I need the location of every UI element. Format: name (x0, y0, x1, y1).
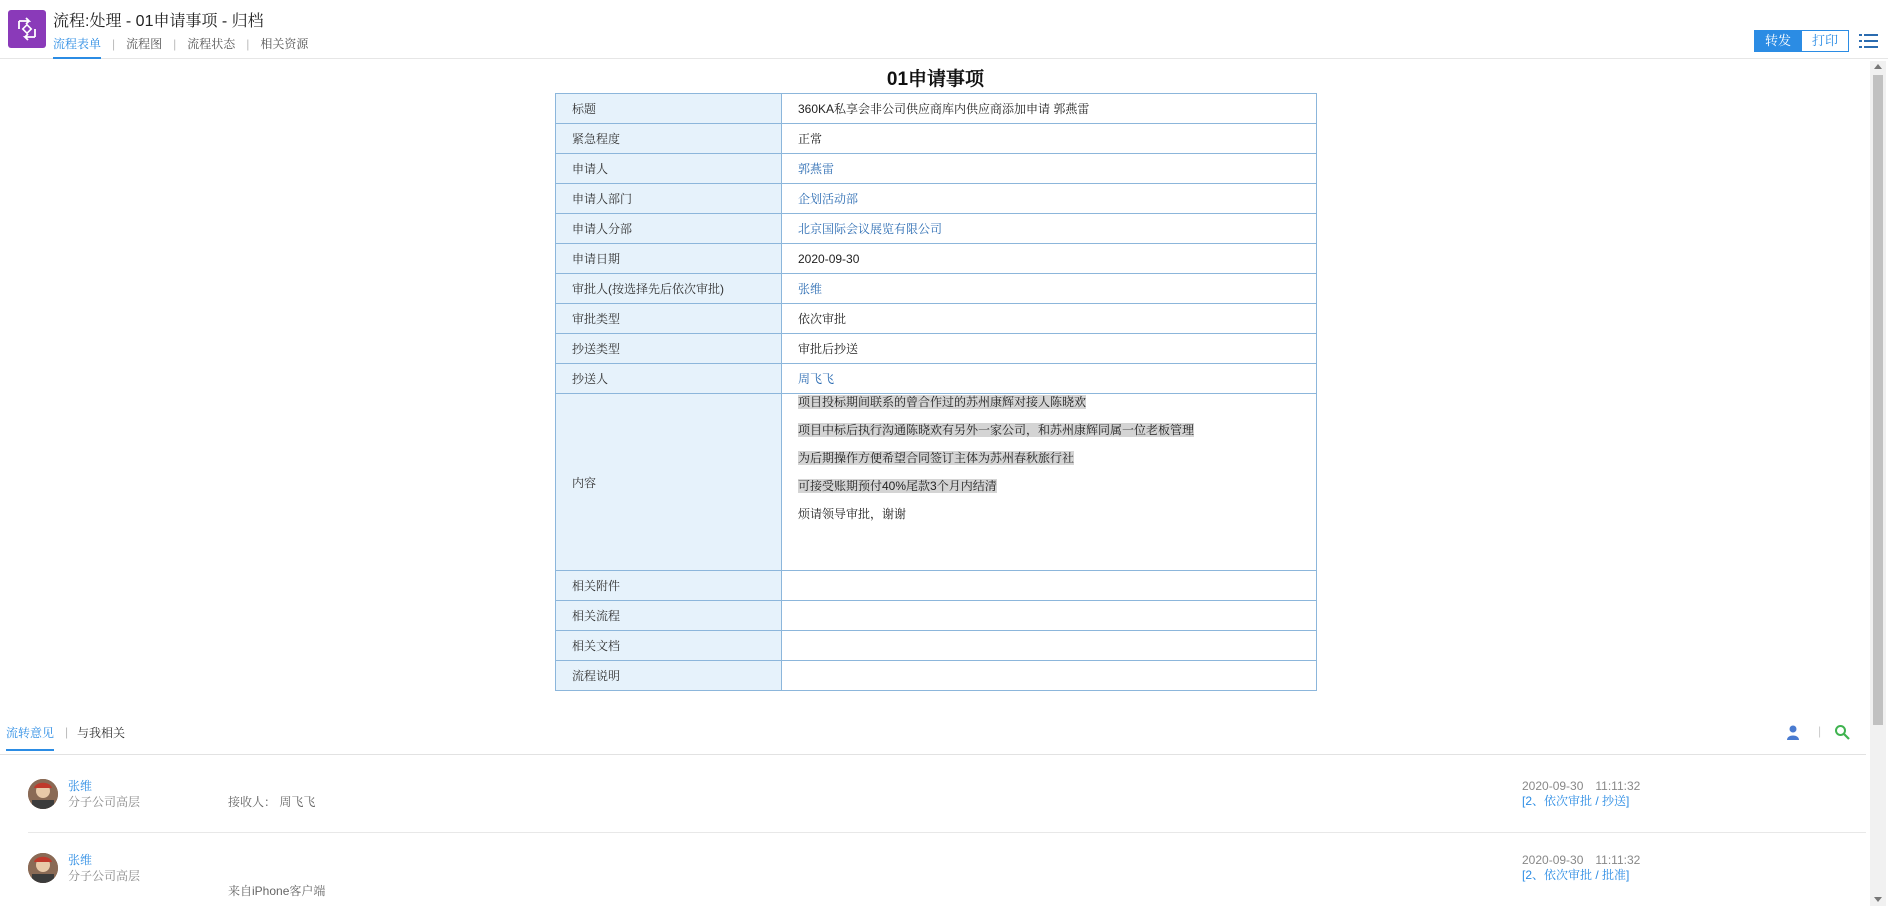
field-label: 申请人分部 (556, 214, 782, 244)
avatar[interactable] (28, 853, 58, 883)
department-link[interactable]: 企划活动部 (782, 184, 1317, 214)
content-line: 项目投标期间联系的曾合作过的苏州康辉对接人陈晓欢 (798, 395, 1087, 409)
workflow-app-icon (8, 10, 46, 48)
form-row-date (556, 244, 1317, 274)
comment-datetime: 2020-09-30 11:11:32 (1522, 779, 1641, 793)
field-value-date: 2020-09-30 (782, 244, 1317, 274)
field-label: 相关流程 (556, 601, 782, 631)
cc-person-link[interactable]: 周飞飞 (782, 364, 1317, 394)
comment-tabs-bar (0, 722, 1866, 755)
tab-flowchart[interactable]: 流程图 (126, 37, 163, 51)
tab-separator: | (65, 725, 69, 739)
form-row-urgency (556, 124, 1317, 154)
request-form-table (555, 93, 1317, 691)
comment-entry (28, 760, 1866, 833)
person-filter-icon[interactable] (1785, 724, 1801, 743)
commenter-role: 分子公司高层 (68, 795, 141, 809)
form-row-cc-person (556, 364, 1317, 394)
form-row-branch (556, 214, 1317, 244)
tab-separator: | (112, 36, 116, 51)
field-label: 标题 (556, 94, 782, 124)
field-label: 审批类型 (556, 304, 782, 334)
content-line: 可接受账期预付40%尾款3个月内结清 (798, 479, 997, 493)
related-flows-field[interactable] (782, 601, 1317, 631)
form-row-attachments (556, 571, 1317, 601)
form-nav-tabs (53, 35, 308, 52)
branch-link[interactable]: 北京国际会议展览有限公司 (782, 214, 1317, 244)
field-value-approval-type: 依次审批 (782, 304, 1317, 334)
field-value-cc-type: 审批后抄送 (782, 334, 1317, 364)
print-button[interactable]: 打印 (1802, 30, 1849, 52)
approver-link[interactable]: 张维 (782, 274, 1317, 304)
form-row-department (556, 184, 1317, 214)
toolbar-separator: | (1818, 724, 1822, 738)
commenter-role: 分子公司高层 (68, 869, 141, 883)
field-label: 抄送类型 (556, 334, 782, 364)
tab-flow-comments[interactable]: 流转意见 (6, 724, 54, 751)
form-row-cc-type (556, 334, 1317, 364)
header-actions (1754, 30, 1849, 52)
related-docs-field[interactable] (782, 631, 1317, 661)
field-label: 相关文档 (556, 631, 782, 661)
comment-node-action[interactable]: [2、依次审批 / 批准] (1522, 868, 1630, 882)
form-row-related-docs (556, 631, 1317, 661)
applicant-link[interactable]: 郭燕雷 (782, 154, 1317, 184)
field-label: 申请人部门 (556, 184, 782, 214)
field-label: 内容 (556, 394, 782, 571)
field-value-urgency: 正常 (782, 124, 1317, 154)
tab-related-resources[interactable]: 相关资源 (260, 37, 309, 51)
form-row-flow-notes (556, 661, 1317, 691)
content-line: 烦请领导审批，谢谢 (798, 507, 907, 521)
scroll-down-arrow-icon[interactable] (1874, 897, 1882, 902)
field-label: 审批人(按选择先后依次审批) (556, 274, 782, 304)
field-label: 申请日期 (556, 244, 782, 274)
form-row-approver (556, 274, 1317, 304)
form-row-title (556, 94, 1317, 124)
tab-related-to-me[interactable]: 与我相关 (77, 726, 126, 740)
avatar[interactable] (28, 779, 58, 809)
commenter-name[interactable]: 张维 (68, 853, 93, 867)
forward-button[interactable]: 转发 (1754, 30, 1802, 52)
scroll-up-arrow-icon[interactable] (1874, 64, 1882, 69)
search-icon[interactable] (1834, 724, 1850, 743)
content-line: 项目中标后执行沟通陈晓欢有另外一家公司，和苏州康辉同属一位老板管理 (798, 423, 1195, 437)
comment-entry (28, 834, 1866, 906)
form-row-related-flows (556, 601, 1317, 631)
form-title: 01申请事项 (886, 69, 985, 90)
tab-flow-status[interactable]: 流程状态 (187, 37, 236, 51)
field-label: 抄送人 (556, 364, 782, 394)
page-title: 流程:处理 - 01申请事项 - 归档 (53, 13, 264, 30)
tab-separator: | (246, 36, 250, 51)
form-row-applicant (556, 154, 1317, 184)
form-row-content (556, 394, 1317, 571)
field-label: 紧急程度 (556, 124, 782, 154)
tab-form[interactable]: 流程表单 (53, 35, 101, 59)
comment-node-action[interactable]: [2、依次审批 / 抄送] (1522, 794, 1630, 808)
field-value-title: 360KA私享会非公司供应商库内供应商添加申请 郭燕雷 (782, 94, 1317, 124)
flow-notes-field (782, 661, 1317, 691)
content-line: 为后期操作方便希望合同签订主体为苏州春秋旅行社 (798, 451, 1075, 465)
tab-separator: | (173, 36, 177, 51)
comment-datetime: 2020-09-30 11:11:32 (1522, 853, 1641, 867)
field-label: 申请人 (556, 154, 782, 184)
field-label: 流程说明 (556, 661, 782, 691)
receiver-text: 接收人： 周飞飞 (228, 795, 316, 809)
scroll-thumb[interactable] (1873, 75, 1883, 725)
commenter-name[interactable]: 张维 (68, 779, 93, 793)
form-row-approval-type (556, 304, 1317, 334)
list-menu-icon[interactable] (1859, 33, 1879, 52)
attachments-field[interactable] (782, 571, 1317, 601)
vertical-scrollbar[interactable] (1870, 61, 1886, 906)
client-source-text: 来自iPhone客户端 (228, 884, 326, 898)
field-label: 相关附件 (556, 571, 782, 601)
content-field (782, 394, 1317, 571)
header (0, 0, 1888, 59)
